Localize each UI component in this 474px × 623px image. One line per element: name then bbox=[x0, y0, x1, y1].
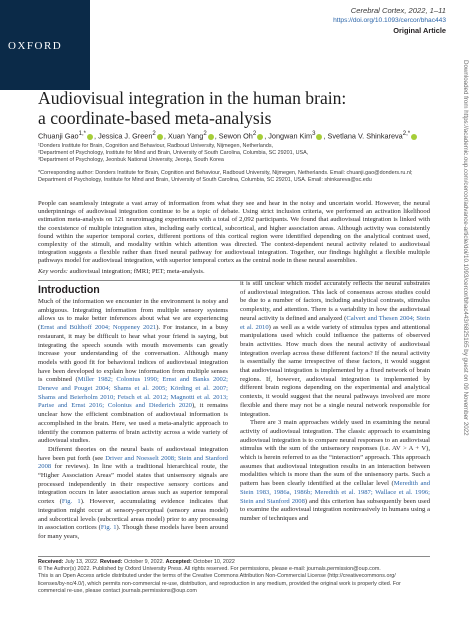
author-name[interactable]: , Svetlana V. Shinkareva bbox=[323, 131, 403, 141]
doi-link[interactable]: https://doi.org/10.1093/cercor/bhac443 bbox=[333, 17, 446, 24]
orcid-icon[interactable] bbox=[157, 134, 163, 140]
paragraph bbox=[38, 446, 228, 542]
author-name[interactable]: Chuanji Gao bbox=[38, 131, 79, 141]
license-line-2: licenses/by-nc/4.0/), which permits non-commercial re-use, distribution, and reproduction in any medium, provided the original work is properly cited. For bbox=[38, 580, 401, 587]
author-name[interactable]: , Jongwan Kim bbox=[264, 131, 313, 141]
received-date: July 13, 2022. bbox=[63, 559, 101, 565]
license-line-1: This is an Open Access article distributed under the terms of the Creative Commons Attribution Non-Commercial License (http://creativecommons.org/ bbox=[38, 573, 396, 580]
text-run: There are 3 main approaches widely used in examining the neural activity of audiovisual integration. The classic approach to examining audiovisual integration is to compare neural responses to an audiovisual stimulus with the sum of the unisensory responses (i.e. AV > A + V), which is herein referred to as the “interaction” approach. This approach assumes that audiovisual integration results in an interaction between modalities which is more than the sum of the unisensory parts. Such a pattern has been clearly identified at the cellular level ( bbox=[240, 419, 430, 488]
citation-link[interactable]: Ernst and Bülthoff 2004; Noppeney 2021 bbox=[40, 324, 157, 332]
affiliation-1: ¹Donders Institute for Brain, Cognition and Behaviour, Radboud University, Nijmegen, Netherlands, bbox=[38, 143, 274, 149]
text-run: Much of the information we encounter in the environment is noisy and ambiguous. Integrating information from multiple sensory systems allows us to make better inferences about what we are experiencing ( bbox=[38, 298, 228, 332]
author-sup: 2 bbox=[252, 130, 257, 137]
orcid-icon[interactable] bbox=[87, 134, 93, 140]
journal-header bbox=[333, 6, 446, 35]
author-name[interactable]: , Sewon Oh bbox=[214, 131, 253, 141]
text-run: Different theories on the neural basis of audiovisual integration have been put forth (see bbox=[38, 445, 228, 462]
received-label: Received: bbox=[38, 559, 64, 565]
orcid-icon[interactable] bbox=[208, 134, 214, 140]
article-type: Original Article bbox=[393, 26, 446, 35]
text-run: ) and this criterion has subsequently been used to examine the audiovisual integration noninvasively in humans using a number of techniques and bbox=[240, 497, 430, 522]
oxford-logo[interactable] bbox=[0, 0, 90, 90]
body-column-right bbox=[240, 280, 430, 552]
text-run: ), it remains unclear how the efficient combination of audiovisual information is accomplished in the brain. Here, we used a meta-analytic approach to identify the common patterns of brain activity across a wide variety of audiovisual studies. bbox=[38, 402, 228, 445]
author-sup: 2 bbox=[152, 130, 156, 137]
download-note: Downloaded from https://academic.oup.com/cercor/advance-article/doi/10.1093/cercor/bhac443/6825165 by guest on 09 November 2022 bbox=[462, 60, 469, 436]
logo-text: OXFORD bbox=[8, 40, 63, 52]
corresponding-author-1: *Corresponding author: Donders Institute for Brain, Cognition and Behaviour, Radboud University, Nijmegen, Netherlands. Email: chuanji.gao@donders.ru.nl; bbox=[38, 169, 413, 176]
keywords-text: audiovisual integration; fMRI; PET; meta-analysis. bbox=[69, 268, 205, 275]
introduction-heading: Introduction bbox=[38, 284, 100, 296]
download-watermark bbox=[460, 60, 474, 600]
author-sup: 1,* bbox=[78, 130, 87, 137]
orcid-icon[interactable] bbox=[257, 134, 263, 140]
corresponding-author-2: Department of Psychology, Institute for Mind and Brain, University of South Carolina, Columbia, SC 29201, USA. Email: shinkareva@sc.edu bbox=[38, 176, 372, 183]
footer-divider bbox=[38, 556, 430, 557]
affiliation-2: ²Department of Psychology, Institute for Mind and Brain, University of South Carolina, Columbia, SC 29201, USA, bbox=[38, 150, 309, 157]
paragraph bbox=[38, 298, 228, 446]
orcid-icon[interactable] bbox=[411, 134, 417, 140]
accepted-date: October 10, 2022 bbox=[191, 559, 235, 565]
author-sup: 2,* bbox=[402, 130, 411, 137]
text-run: for reviews). In line with a traditional hierarchical route, the “Higher Association Areas” model states that unisensory signals are processed independently in their respective sensory cortices and integration occurs in later association areas such as superior temporal cortex ( bbox=[38, 463, 228, 506]
paragraph bbox=[240, 280, 430, 419]
text-run: ). However, accumulating evidence indicates that integration might occur at sensory-perceptual (sensory areas model) and subcortical levels (subcortical areas model) prior to any processing in association cortices ( bbox=[38, 498, 228, 532]
author-list bbox=[38, 130, 428, 140]
title-line-1: Audiovisual integration in the human brain: bbox=[38, 88, 347, 108]
text-run: ). Though these models have been around for many years, bbox=[38, 524, 228, 540]
citation-link[interactable]: Miller 1982; Colonius 1990; Ernst and Banks 2002; Deneve and Pouget 2004; Shams et al. 2005; Körding et al. 2007; Shams and Beierholm 2010; Fetsch et al. 2012; Magnotti et al. 2013; Parise and Ernst 2016; Colonius and Diederich 2020 bbox=[38, 376, 228, 410]
figure-link[interactable]: Fig. 1 bbox=[100, 524, 117, 532]
paragraph bbox=[240, 419, 430, 523]
license-line-3: commercial re-use, please contact journals.permissions@oup.com bbox=[38, 587, 197, 594]
abstract: People can seamlessly integrate a vast array of information from what they see and hear in the noisy and uncertain world. However, the neural underpinnings of audiovisual integration continue to be a topic of debate. Using strict inclusion criteria, we performed an activation likelihood estimation meta-analysis on 121 neuroimaging experiments with a total of 2,092 participants. We found that audiovisual integration is linked with the coexistence of multiple integration sites, including early cortical, subcortical, and higher association areas. Although activity was consistently found within the superior temporal cortex, different portions of this cortical region were identified depending on the analytical contrast used, complexity of the stimuli, and modality within which attention was directed. The context-dependent neural activity related to audiovisual integration suggests a flexible rather than fixed neural pathway for audiovisual integration. Together, our findings highlight a flexible multiple pathways model for audiovisual integration, with superior temporal cortex as the central node in these neural assemblies. bbox=[38, 200, 430, 265]
author-sup: 2 bbox=[203, 130, 207, 137]
affiliation-3: ³Department of Psychology, Jeonbuk National University, Jeonju, South Korea bbox=[38, 157, 224, 164]
figure-link[interactable]: Fig. 1 bbox=[61, 498, 81, 506]
journal-citation: Cerebral Cortex, 2022, 1–11 bbox=[350, 6, 446, 15]
revised-label: Revised: bbox=[100, 559, 123, 565]
citation-link[interactable]: Driver and Noesselt 2008; Stein and Stanford 2008 bbox=[38, 454, 228, 471]
title-line-2: a coordinate-based meta-analysis bbox=[38, 108, 272, 128]
text-run: ) as well as a wide variety of stimulus types and attentional manipulations used which could influence the patterns of observed brain activities. How much does the neural activity of audiovisual integration overlap across these different factors? If the neural activity is essentially the same irrespective of these factors, it would suggest that audiovisual integration is implemented by a fixed network of brain regions. If, however, audiovisual integration is implemented by different brain regions depending on the experimental and analytical contexts, it would suggest that the neural pathways involved are more flexible and there may not be a single neural network responsible for integration. bbox=[240, 323, 430, 418]
text-run: it is still unclear which model accurately reflects the neural substrates of audiovisual integration. This lack of consensus across studies could be due to a number of factors, including analytical contrasts, stimulus complexity, and attention. There is a variability in how the audiovisual neural activity is defined and analyzed ( bbox=[240, 280, 430, 322]
article-footer bbox=[38, 556, 430, 595]
keywords bbox=[38, 268, 430, 275]
orcid-icon[interactable] bbox=[316, 134, 322, 140]
author-name[interactable]: , Jessica J. Green bbox=[94, 131, 153, 141]
citation-link[interactable]: Meredith and Stein 1983, 1986a, 1986b; Meredith et al. 1987; Wallace et al. 1996; Stein and Stanford 2008 bbox=[240, 480, 430, 505]
affiliations bbox=[38, 143, 428, 184]
copyright-line: © The Author(s) 2022. Published by Oxford University Press. All rights reserved. For permissions, please e-mail: journals.permission@oup.com. bbox=[38, 566, 381, 573]
text-run: ). For instance, in a busy restaurant, it may be difficult to hear what your friend is saying, but integrating the speech sounds with mouth movements can greatly increase your understanding of the conversation. Although many models with good fit for behavioral indices of audiovisual integration have been developed to explain how information from multiple senses is combined ( bbox=[38, 324, 228, 384]
accepted-label: Accepted: bbox=[165, 559, 192, 565]
author-name[interactable]: , Xuan Yang bbox=[163, 131, 204, 141]
revised-date: October 9, 2022. bbox=[122, 559, 166, 565]
author-sup: 3 bbox=[312, 130, 316, 137]
keywords-label: Key words: bbox=[38, 268, 68, 275]
citation-link[interactable]: Calvert and Thesen 2004; Stein et al. 2010 bbox=[240, 314, 430, 331]
article-title bbox=[38, 88, 418, 128]
body-column-left bbox=[38, 298, 228, 552]
